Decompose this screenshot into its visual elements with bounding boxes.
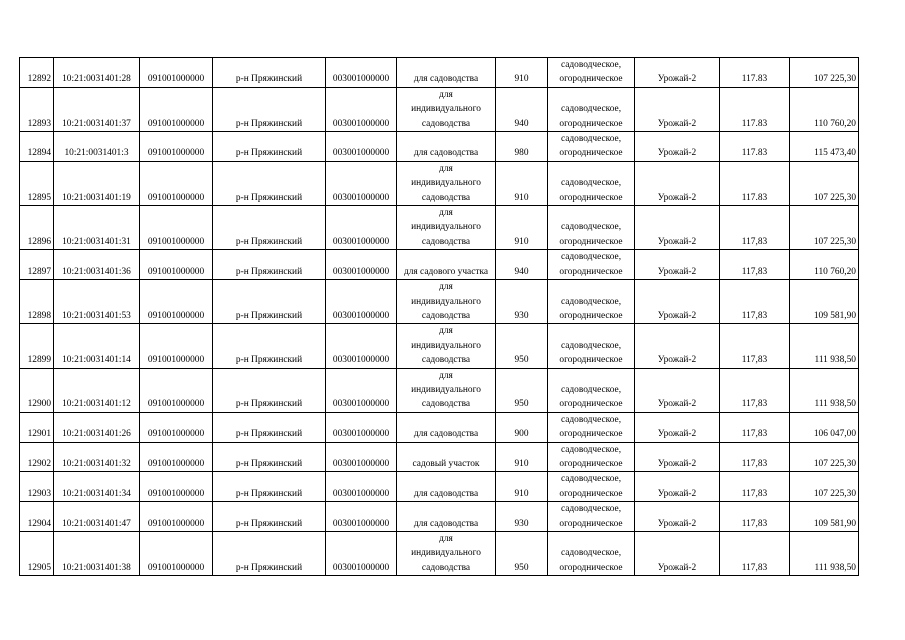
- cadastral-number-cell: 10:21:0031401:38: [54, 532, 140, 576]
- land-category-cell: [548, 412, 635, 442]
- specific-value-cell: 117,83: [720, 250, 790, 280]
- permitted-use-line: садоводства: [421, 118, 471, 129]
- land-category-line: огородническое: [559, 458, 623, 469]
- cadastral-value-cell: 106 047,00: [790, 412, 859, 442]
- cadastral-number-cell: 10:21:0031401:37: [54, 87, 140, 131]
- land-category-line: огородническое: [559, 429, 623, 440]
- cadastral-number-cell: 10:21:0031401:3: [54, 132, 140, 162]
- area-sqm-cell: 940: [496, 250, 548, 280]
- cadastral-value-cell: 107 225,30: [790, 161, 859, 205]
- cadastral-number-cell: 10:21:0031401:31: [54, 206, 140, 250]
- cadastral-number-cell: 10:21:0031401:12: [54, 368, 140, 412]
- specific-value-cell: 117,83: [720, 324, 790, 368]
- land-category-line: огородническое: [559, 148, 623, 159]
- land-category-cell: [548, 161, 635, 205]
- district-cell: р-н Пряжинский: [213, 250, 326, 280]
- table-row: [20, 368, 859, 412]
- okato-code-cell: 091001000000: [140, 532, 213, 576]
- district-cell: р-н Пряжинский: [213, 132, 326, 162]
- land-category-cell: [548, 87, 635, 131]
- land-category-line: садоводческое,: [560, 178, 622, 189]
- permitted-use-line: садоводства: [421, 310, 471, 321]
- table-body: [20, 58, 859, 576]
- permitted-use-line: для садоводства: [413, 488, 479, 499]
- land-category-line: садоводческое,: [560, 104, 622, 115]
- district-cell: р-н Пряжинский: [213, 472, 326, 502]
- settlement-name-cell: Урожай-2: [635, 412, 720, 442]
- land-category-line: садоводческое,: [560, 296, 622, 307]
- area-sqm-cell: 910: [496, 472, 548, 502]
- classifier-code-cell: 003001000000: [326, 206, 397, 250]
- cadastral-number-cell: 10:21:0031401:28: [54, 58, 140, 88]
- okato-code-cell: 091001000000: [140, 58, 213, 88]
- cadastral-value-cell: 107 225,30: [790, 442, 859, 472]
- classifier-code-cell: 003001000000: [326, 368, 397, 412]
- area-sqm-cell: 950: [496, 368, 548, 412]
- row-number-cell: 12892: [20, 58, 54, 88]
- land-category-line: огородническое: [559, 236, 623, 247]
- permitted-use-line: для садоводства: [413, 429, 479, 440]
- okato-code-cell: 091001000000: [140, 280, 213, 324]
- area-sqm-cell: 950: [496, 532, 548, 576]
- land-category-cell: [548, 532, 635, 576]
- okato-code-cell: 091001000000: [140, 132, 213, 162]
- row-number-cell: 12899: [20, 324, 54, 368]
- land-category-line: огородническое: [559, 399, 623, 410]
- classifier-code-cell: 003001000000: [326, 87, 397, 131]
- cadastral-value-cell: 115 473,40: [790, 132, 859, 162]
- table-row: [20, 502, 859, 532]
- permitted-use-line: для: [439, 208, 453, 219]
- area-sqm-cell: 940: [496, 87, 548, 131]
- permitted-use-line: для: [439, 163, 453, 174]
- permitted-use-cell: [397, 280, 496, 324]
- okato-code-cell: 091001000000: [140, 250, 213, 280]
- permitted-use-line: индивидуального: [411, 296, 481, 307]
- area-sqm-cell: 900: [496, 412, 548, 442]
- area-sqm-cell: 930: [496, 280, 548, 324]
- specific-value-cell: 117,83: [720, 472, 790, 502]
- cadastral-number-cell: 10:21:0031401:34: [54, 472, 140, 502]
- land-category-cell: [548, 472, 635, 502]
- land-category-line: огородническое: [559, 266, 623, 277]
- okato-code-cell: 091001000000: [140, 87, 213, 131]
- land-category-cell: [548, 442, 635, 472]
- table-row: [20, 280, 859, 324]
- table-row: [20, 58, 859, 88]
- permitted-use-line: садоводства: [421, 355, 471, 366]
- specific-value-cell: 117,83: [720, 368, 790, 412]
- permitted-use-cell: [397, 250, 496, 280]
- land-category-line: садоводческое,: [560, 134, 622, 145]
- district-cell: р-н Пряжинский: [213, 368, 326, 412]
- cadastral-number-cell: 10:21:0031401:47: [54, 502, 140, 532]
- land-category-cell: [548, 368, 635, 412]
- permitted-use-cell: [397, 412, 496, 442]
- row-number-cell: 12895: [20, 161, 54, 205]
- area-sqm-cell: 910: [496, 58, 548, 88]
- permitted-use-cell: [397, 58, 496, 88]
- district-cell: р-н Пряжинский: [213, 87, 326, 131]
- settlement-name-cell: Урожай-2: [635, 442, 720, 472]
- district-cell: р-н Пряжинский: [213, 502, 326, 532]
- row-number-cell: 12893: [20, 87, 54, 131]
- table-row: [20, 206, 859, 250]
- row-number-cell: 12894: [20, 132, 54, 162]
- table-row: [20, 132, 859, 162]
- settlement-name-cell: Урожай-2: [635, 250, 720, 280]
- land-category-cell: [548, 250, 635, 280]
- land-category-line: огородническое: [559, 118, 623, 129]
- permitted-use-cell: [397, 161, 496, 205]
- district-cell: р-н Пряжинский: [213, 532, 326, 576]
- area-sqm-cell: 910: [496, 206, 548, 250]
- land-category-line: садоводческое,: [560, 252, 622, 263]
- cadastral-number-cell: 10:21:0031401:36: [54, 250, 140, 280]
- permitted-use-line: для: [439, 534, 453, 544]
- okato-code-cell: 091001000000: [140, 324, 213, 368]
- land-category-line: садоводческое,: [560, 474, 622, 485]
- land-category-cell: [548, 324, 635, 368]
- district-cell: р-н Пряжинский: [213, 206, 326, 250]
- okato-code-cell: 091001000000: [140, 368, 213, 412]
- area-sqm-cell: 910: [496, 161, 548, 205]
- permitted-use-line: для садоводства: [413, 74, 479, 85]
- table-row: [20, 87, 859, 131]
- settlement-name-cell: Урожай-2: [635, 368, 720, 412]
- land-category-cell: [548, 206, 635, 250]
- row-number-cell: 12900: [20, 368, 54, 412]
- permitted-use-line: для: [439, 89, 453, 100]
- table-row: [20, 250, 859, 280]
- cadastral-value-cell: 109 581,90: [790, 280, 859, 324]
- cadastral-value-cell: 110 760,20: [790, 87, 859, 131]
- land-category-cell: [548, 132, 635, 162]
- cadastral-value-cell: 110 760,20: [790, 250, 859, 280]
- specific-value-cell: 117.83: [720, 58, 790, 88]
- settlement-name-cell: Урожай-2: [635, 280, 720, 324]
- specific-value-cell: 117,83: [720, 280, 790, 324]
- table-row: [20, 472, 859, 502]
- cadastral-value-cell: 111 938,50: [790, 368, 859, 412]
- permitted-use-line: садоводства: [421, 399, 471, 410]
- land-category-line: огородническое: [559, 74, 623, 85]
- classifier-code-cell: 003001000000: [326, 442, 397, 472]
- permitted-use-line: для садоводства: [413, 148, 479, 159]
- row-number-cell: 12897: [20, 250, 54, 280]
- area-sqm-cell: 950: [496, 324, 548, 368]
- cadastral-number-cell: 10:21:0031401:14: [54, 324, 140, 368]
- row-number-cell: 12898: [20, 280, 54, 324]
- settlement-name-cell: Урожай-2: [635, 58, 720, 88]
- land-category-line: огородническое: [559, 355, 623, 366]
- district-cell: р-н Пряжинский: [213, 161, 326, 205]
- cadastral-value-cell: 111 938,50: [790, 532, 859, 576]
- land-category-cell: [548, 280, 635, 324]
- permitted-use-line: садоводства: [421, 562, 471, 573]
- cadastral-value-table: [19, 57, 859, 576]
- permitted-use-cell: [397, 87, 496, 131]
- classifier-code-cell: 003001000000: [326, 250, 397, 280]
- classifier-code-cell: 003001000000: [326, 58, 397, 88]
- specific-value-cell: 117.83: [720, 132, 790, 162]
- permitted-use-line: индивидуального: [411, 222, 481, 233]
- okato-code-cell: 091001000000: [140, 206, 213, 250]
- table-row: [20, 412, 859, 442]
- cadastral-value-cell: 107 225,30: [790, 58, 859, 88]
- permitted-use-line: индивидуального: [411, 384, 481, 395]
- row-number-cell: 12903: [20, 472, 54, 502]
- specific-value-cell: 117,83: [720, 502, 790, 532]
- row-number-cell: 12902: [20, 442, 54, 472]
- permitted-use-cell: [397, 368, 496, 412]
- row-number-cell: 12901: [20, 412, 54, 442]
- settlement-name-cell: Урожай-2: [635, 206, 720, 250]
- district-cell: р-н Пряжинский: [213, 442, 326, 472]
- permitted-use-cell: [397, 132, 496, 162]
- cadastral-value-cell: 111 938,50: [790, 324, 859, 368]
- specific-value-cell: 117,83: [720, 442, 790, 472]
- permitted-use-cell: [397, 206, 496, 250]
- cadastral-number-cell: 10:21:0031401:19: [54, 161, 140, 205]
- specific-value-cell: 117.83: [720, 161, 790, 205]
- cadastral-value-cell: 107 225,30: [790, 206, 859, 250]
- settlement-name-cell: Урожай-2: [635, 502, 720, 532]
- cadastral-number-cell: 10:21:0031401:32: [54, 442, 140, 472]
- permitted-use-line: индивидуального: [411, 340, 481, 351]
- table-row: [20, 442, 859, 472]
- area-sqm-cell: 980: [496, 132, 548, 162]
- table-row: [20, 324, 859, 368]
- permitted-use-line: для садового участка: [403, 266, 489, 277]
- classifier-code-cell: 003001000000: [326, 161, 397, 205]
- land-category-line: садоводческое,: [560, 384, 622, 395]
- cadastral-value-cell: 109 581,90: [790, 502, 859, 532]
- district-cell: р-н Пряжинский: [213, 58, 326, 88]
- permitted-use-cell: [397, 532, 496, 576]
- permitted-use-line: садоводства: [421, 236, 471, 247]
- classifier-code-cell: 003001000000: [326, 412, 397, 442]
- permitted-use-cell: [397, 442, 496, 472]
- land-category-line: садоводческое,: [560, 548, 622, 559]
- permitted-use-cell: [397, 502, 496, 532]
- cadastral-value-table-page: [19, 57, 859, 576]
- specific-value-cell: 117,83: [720, 206, 790, 250]
- table-row: [20, 161, 859, 205]
- permitted-use-line: индивидуального: [411, 178, 481, 189]
- cadastral-value-cell: 107 225,30: [790, 472, 859, 502]
- land-category-line: огородническое: [559, 562, 623, 573]
- classifier-code-cell: 003001000000: [326, 132, 397, 162]
- settlement-name-cell: Урожай-2: [635, 87, 720, 131]
- land-category-cell: [548, 58, 635, 88]
- okato-code-cell: 091001000000: [140, 502, 213, 532]
- settlement-name-cell: Урожай-2: [635, 324, 720, 368]
- land-category-line: садоводческое,: [560, 504, 622, 515]
- specific-value-cell: 117,83: [720, 412, 790, 442]
- row-number-cell: 12896: [20, 206, 54, 250]
- permitted-use-line: для: [439, 370, 453, 381]
- classifier-code-cell: 003001000000: [326, 472, 397, 502]
- cadastral-number-cell: 10:21:0031401:26: [54, 412, 140, 442]
- area-sqm-cell: 910: [496, 442, 548, 472]
- classifier-code-cell: 003001000000: [326, 280, 397, 324]
- permitted-use-cell: [397, 324, 496, 368]
- classifier-code-cell: 003001000000: [326, 532, 397, 576]
- okato-code-cell: 091001000000: [140, 442, 213, 472]
- district-cell: р-н Пряжинский: [213, 412, 326, 442]
- land-category-cell: [548, 502, 635, 532]
- permitted-use-cell: [397, 472, 496, 502]
- table-row: [20, 532, 859, 576]
- classifier-code-cell: 003001000000: [326, 324, 397, 368]
- permitted-use-line: садоводства: [421, 192, 471, 203]
- row-number-cell: 12904: [20, 502, 54, 532]
- row-number-cell: 12905: [20, 532, 54, 576]
- settlement-name-cell: Урожай-2: [635, 132, 720, 162]
- permitted-use-line: индивидуального: [411, 548, 481, 559]
- land-category-line: садоводческое,: [560, 414, 622, 425]
- area-sqm-cell: 930: [496, 502, 548, 532]
- permitted-use-line: для садоводства: [413, 518, 479, 529]
- okato-code-cell: 091001000000: [140, 161, 213, 205]
- land-category-line: садоводческое,: [560, 340, 622, 351]
- specific-value-cell: 117,83: [720, 532, 790, 576]
- okato-code-cell: 091001000000: [140, 412, 213, 442]
- cadastral-number-cell: 10:21:0031401:53: [54, 280, 140, 324]
- settlement-name-cell: Урожай-2: [635, 161, 720, 205]
- land-category-line: садоводческое,: [560, 60, 622, 70]
- land-category-line: огородническое: [559, 518, 623, 529]
- okato-code-cell: 091001000000: [140, 472, 213, 502]
- land-category-line: садоводческое,: [560, 222, 622, 233]
- permitted-use-line: для: [439, 326, 453, 337]
- settlement-name-cell: Урожай-2: [635, 472, 720, 502]
- specific-value-cell: 117.83: [720, 87, 790, 131]
- district-cell: р-н Пряжинский: [213, 280, 326, 324]
- land-category-line: садоводческое,: [560, 444, 622, 455]
- district-cell: р-н Пряжинский: [213, 324, 326, 368]
- permitted-use-line: индивидуального: [411, 104, 481, 115]
- land-category-line: огородническое: [559, 488, 623, 499]
- classifier-code-cell: 003001000000: [326, 502, 397, 532]
- permitted-use-line: для: [439, 282, 453, 293]
- settlement-name-cell: Урожай-2: [635, 532, 720, 576]
- land-category-line: огородническое: [559, 310, 623, 321]
- permitted-use-line: садовый участок: [412, 458, 480, 469]
- land-category-line: огородническое: [559, 192, 623, 203]
